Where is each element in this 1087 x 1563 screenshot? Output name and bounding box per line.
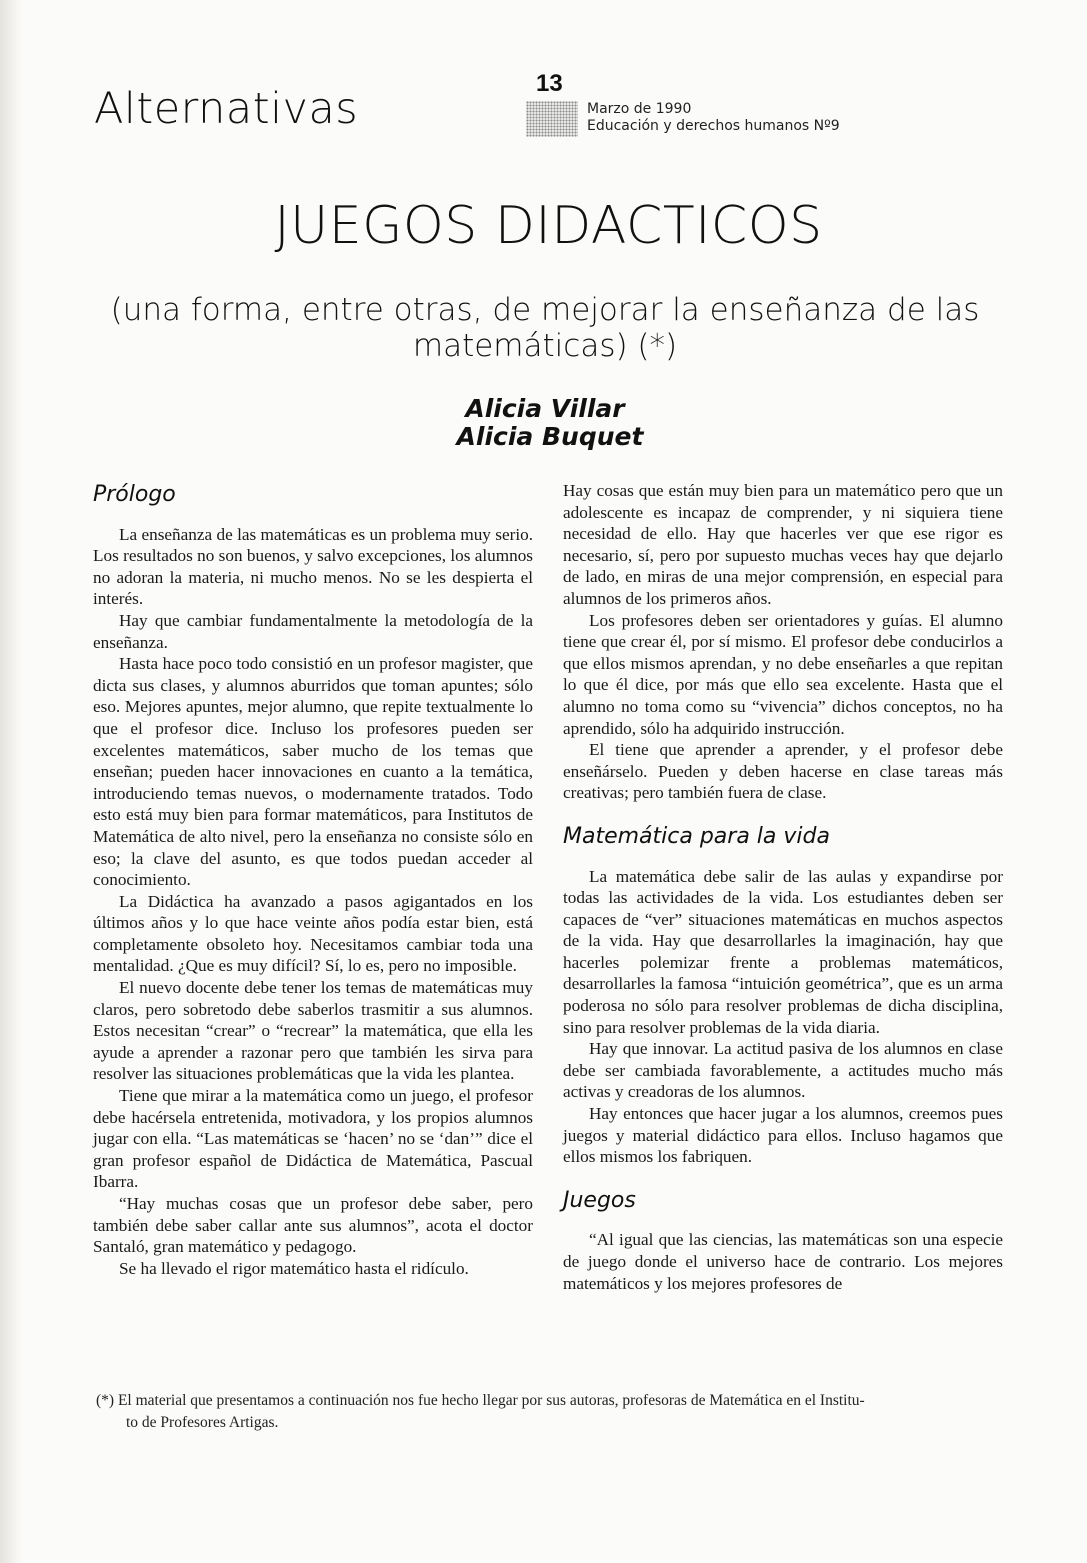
author-name: Alicia Villar <box>465 394 625 423</box>
body-paragraph: El nuevo docente debe tener los temas de matemáticas muy claros, pero sobretodo debe saberlos trasmitir a sus alumnos. Estos necesitan “crear” o “recrear” la matemática, que ella les ayude a aprender a razonar pero que también les sirva para resolver las situaciones problemáticas que la vida les plantea. <box>93 978 533 1084</box>
section-name: Alternativas <box>94 84 359 134</box>
right-column <box>563 480 1003 1294</box>
body-paragraph: La matemática debe salir de las aulas y expandirse por todas las actividades de la vida. Los estudiantes deben ser capaces de “ver” situaciones matemáticas en muchos aspectos de la vida. Hay que desarrollarles la imaginación, hay que hacerles polemizar frente a problemas matemáticos, desarrollarles la famosa “intuición geométrica”, que es un arma poderosa no sólo para resolver problemas de dicha disciplina, sino para resolver problemas de la vida diaria. <box>563 866 1003 1037</box>
footnote <box>96 1390 1006 1434</box>
issue-halftone-block <box>526 101 578 137</box>
body-paragraph: La enseñanza de las matemáticas es un problema muy serio. Los resultados no son buenos, y salvo excepciones, los alumnos no adoran la materia, ni mucho menos. No se les despierta el interés. <box>93 524 533 609</box>
body-paragraph: Hasta hace poco todo consistió en un profesor magister, que dicta sus clases, y alumnos aburridos que toman apuntes; sólo eso. Mejores apuntes, mejor alumno, que repite textualmente lo que el profesor dice. Incluso los profesores pueden ser excelentes matemáticos, saber mucho de los temas que enseñan; pueden hacer innovaciones en cuanto a la temática, introduciendo temas nuevos, o modernamente tratados. Todo esto está muy bien para formar matemáticos, para Institutos de Matemática de alto nivel, pero la enseñanza no consiste sólo en eso; la clave del asunto, es que todos puedan acceder al conocimiento. <box>93 654 533 890</box>
body-paragraph: Hay que innovar. La actitud pasiva de los alumnos en clase debe ser cambiada favorablemente, a actitudes mucho más activas y creadoras de los alumnos. <box>563 1039 1003 1102</box>
section-heading-juegos: Juegos <box>563 1187 636 1213</box>
footnote-line: to de Profesores Artigas. <box>126 1414 279 1431</box>
body-paragraph: “Hay muchas cosas que un profesor debe saber, pero también debe saber callar ante sus alumnos”, acota el doctor Santaló, gran matemático y pedagogo. <box>93 1194 533 1257</box>
body-paragraph: Hay entonces que hacer jugar a los alumnos, creemos pues juegos y material didáctico para ellos. Incluso hagamos que ellos mismos los fabriquen. <box>563 1104 1003 1167</box>
body-paragraph: Se ha llevado el rigor matemático hasta el ridículo. <box>119 1258 469 1278</box>
body-paragraph: La Didáctica ha avanzado a pasos agigantados en los últimos años y lo que hace veinte años podía estar bien, está completamente obsoleto hoy. Necesitamos cambiar toda una mentalidad. ¿Que es muy difícil? Sí, lo es, pero no imposible. <box>93 891 533 976</box>
page-number: 13 <box>536 70 563 97</box>
footnote-line: (*) El material que presentamos a continuación nos fue hecho llegar por sus autoras, profesoras de Matemática en el Institu- <box>96 1392 865 1409</box>
body-paragraph: Hay que cambiar fundamentalmente la metodología de la enseñanza. <box>93 610 533 652</box>
section-heading-matematica-para-la-vida: Matemática para la vida <box>563 823 830 849</box>
issue-series: Educación y derechos humanos Nº9 <box>587 118 840 134</box>
body-paragraph: Tiene que mirar a la matemática como un juego, el profesor debe hacérsela entretenida, motivadora, y los propios alumnos jugar con ella. “Las matemáticas se ‘hacen’ no se ‘dan’” dice el gran profesor español de Didáctica de Matemática, Pascual Ibarra. <box>93 1086 533 1192</box>
issue-date: Marzo de 1990 <box>587 101 692 117</box>
article-title: JUEGOS DIDACTICOS <box>274 196 823 256</box>
section-heading-prologo: Prólogo <box>93 482 176 507</box>
article-subtitle: (una forma, entre otras, de mejorar la enseñanza de las matemáticas) (*) <box>110 292 980 364</box>
author-name: Alicia Buquet <box>456 422 644 451</box>
body-paragraph: El tiene que aprender a aprender, y el profesor debe enseñárselo. Pueden y deben hacerse en clase tareas más creativas; pero también fuera de clase. <box>563 740 1003 803</box>
body-paragraph: “Al igual que las ciencias, las matemáticas son una especie de juego donde el universo hace de contrario. Los mejores matemáticos y los mejores profesores de <box>563 1230 1003 1293</box>
body-paragraph: Hay cosas que están muy bien para un matemático pero que un adolescente es incapaz de comprender, y ni siquiera tiene necesidad de ello. Hay que hacerles ver que ese rigor es necesario, sí, pero por supuesto muchas veces hay que dejarlo de lado, en miras de una mejor comprensión, en especial para alumnos de los primeros años. <box>563 481 1003 608</box>
body-paragraph: Los profesores deben ser orientadores y guías. El alumno tiene que crear él, por sí mismo. El profesor debe conducirlos a que ellos mismos aprendan, y no debe enseñarles a que repitan lo que él dice, por más que ello sea excelente. Hasta que el alumno no toma como su “vivencia” dichos conceptos, no ha aprendido, sólo ha adquirido instrucción. <box>563 610 1003 738</box>
left-column <box>93 480 533 1279</box>
